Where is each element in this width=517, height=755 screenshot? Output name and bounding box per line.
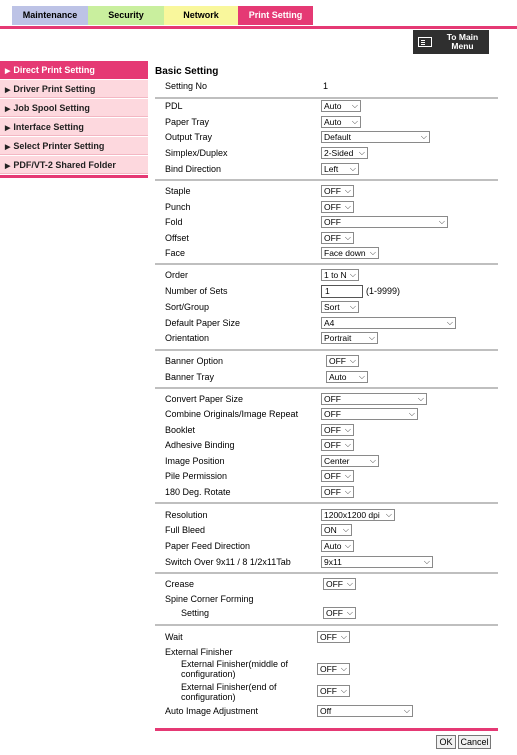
convert-paper-size-select[interactable] (321, 393, 427, 405)
chevron-down-icon: ⌵ (420, 132, 427, 141)
paper-feed-direction-value: Auto (324, 541, 342, 551)
chevron-down-icon: ⌵ (340, 686, 347, 695)
divider (155, 572, 498, 574)
banner-tray-value: Auto (329, 372, 347, 382)
setting-no-value: 1 (323, 81, 329, 91)
chevron-down-icon: ⌵ (349, 356, 356, 365)
auto-image-adjustment-select[interactable] (317, 705, 413, 717)
fold-select[interactable] (321, 216, 448, 228)
chevron-down-icon: ⌵ (423, 557, 430, 566)
sort-group-label: Sort/Group (165, 302, 210, 312)
chevron-down-icon: ⌵ (344, 471, 351, 480)
chevron-down-icon: ⌵ (351, 117, 358, 126)
pile-permission-label: Pile Permission (165, 471, 228, 481)
chevron-down-icon: ⌵ (403, 706, 410, 715)
pdl-select[interactable] (321, 100, 361, 112)
ext-end-label-line1: External Finisher(end of (181, 682, 277, 692)
triangle-right-icon: ▶ (5, 87, 11, 94)
ext-end-select[interactable] (317, 685, 350, 697)
divider (155, 263, 498, 265)
default-paper-size-select[interactable] (321, 317, 456, 329)
ok-button[interactable]: OK (436, 735, 456, 749)
ext-middle-value: OFF (320, 664, 337, 674)
default-paper-size-value: A4 (324, 318, 335, 328)
chevron-down-icon: ⌵ (369, 248, 376, 257)
punch-value: OFF (324, 202, 341, 212)
paper-tray-select[interactable] (321, 116, 361, 128)
offset-value: OFF (324, 233, 341, 243)
booklet-select[interactable] (321, 424, 354, 436)
chevron-down-icon: ⌵ (417, 394, 424, 403)
adhesive-binding-value: OFF (324, 440, 341, 450)
section-title: Basic Setting (155, 66, 219, 77)
pile-permission-value: OFF (324, 471, 341, 481)
switch-over-label: Switch Over 9x11 / 8 1/2x11Tab (165, 557, 291, 567)
tab-print-setting[interactable]: Print Setting (238, 6, 313, 25)
booklet-label: Booklet (165, 425, 196, 435)
paper-feed-direction-label: Paper Feed Direction (165, 541, 251, 551)
triangle-right-icon: ▶ (5, 144, 11, 151)
pdl-value: Auto (324, 101, 342, 111)
combine-originals-value: OFF (324, 409, 341, 419)
rotate-180-label: 180 Deg. Rotate (165, 487, 231, 497)
resolution-value: 1200x1200 dpi (324, 510, 380, 520)
full-bleed-label: Full Bleed (165, 525, 206, 535)
bind-direction-select[interactable] (321, 163, 359, 175)
chevron-down-icon: ⌵ (344, 541, 351, 550)
spine-corner-forming-label: Spine Corner Forming (165, 594, 254, 604)
full-bleed-value: ON (324, 525, 337, 535)
chevron-down-icon: ⌵ (344, 487, 351, 496)
chevron-down-icon: ⌵ (346, 608, 353, 617)
sort-group-select[interactable] (321, 301, 359, 313)
divider (155, 97, 498, 99)
divider (155, 624, 498, 626)
chevron-down-icon: ⌵ (369, 456, 376, 465)
triangle-right-icon: ▶ (5, 125, 11, 132)
tab-network[interactable]: Network (164, 6, 238, 25)
top-accent-line (0, 26, 517, 29)
sidebar-item-direct-print-setting[interactable] (0, 61, 148, 79)
chevron-down-icon: ⌵ (344, 425, 351, 434)
chevron-down-icon: ⌵ (344, 440, 351, 449)
chevron-down-icon: ⌵ (408, 409, 415, 418)
sidebar (0, 61, 148, 178)
adhesive-binding-select[interactable] (321, 439, 354, 451)
switch-over-select[interactable] (321, 556, 433, 568)
cancel-button[interactable]: Cancel (458, 735, 491, 749)
to-main-menu-button[interactable] (413, 30, 489, 54)
order-select[interactable] (321, 269, 359, 281)
chevron-down-icon: ⌵ (344, 233, 351, 242)
full-bleed-select[interactable] (321, 524, 352, 536)
staple-label: Staple (165, 186, 191, 196)
sidebar-item-select-printer-setting[interactable] (0, 137, 148, 155)
banner-option-label: Banner Option (165, 356, 224, 366)
adhesive-binding-label: Adhesive Binding (165, 440, 235, 450)
chevron-down-icon: ⌵ (351, 101, 358, 110)
triangle-right-icon: ▶ (5, 106, 11, 113)
orientation-label: Orientation (165, 333, 210, 343)
triangle-right-icon: ▶ (5, 68, 11, 75)
ext-middle-select[interactable] (317, 663, 350, 675)
divider (155, 502, 498, 504)
sidebar-item-pdf-vt2-shared-folder[interactable] (0, 156, 148, 174)
sidebar-item-interface-setting[interactable] (0, 118, 148, 136)
combine-originals-label: Combine Originals/Image Repeat (165, 409, 299, 419)
chevron-down-icon: ⌵ (349, 164, 356, 173)
tab-security[interactable]: Security (88, 6, 164, 25)
simplex-duplex-value: 2-Sided (324, 148, 354, 158)
offset-select[interactable] (321, 232, 354, 244)
sidebar-item-label: Interface Setting (13, 122, 84, 132)
number-of-sets-label: Number of Sets (165, 286, 228, 296)
tab-maintenance[interactable]: Maintenance (12, 6, 88, 25)
fold-value: OFF (324, 217, 341, 227)
banner-tray-label: Banner Tray (165, 372, 215, 382)
pile-permission-select[interactable] (321, 470, 354, 482)
ext-middle-label-line2: configuration) (181, 669, 236, 679)
spine-setting-select[interactable] (323, 607, 356, 619)
sidebar-item-label: Select Printer Setting (13, 141, 105, 151)
banner-option-select[interactable] (326, 355, 359, 367)
banner-tray-select[interactable] (326, 371, 368, 383)
divider (155, 387, 498, 389)
convert-paper-size-value: OFF (324, 394, 341, 404)
wait-value: OFF (320, 632, 337, 642)
rotate-180-select[interactable] (321, 486, 354, 498)
bind-direction-value: Left (324, 164, 339, 174)
offset-label: Offset (165, 233, 189, 243)
paper-tray-label: Paper Tray (165, 117, 210, 127)
chevron-down-icon: ⌵ (368, 333, 375, 342)
chevron-down-icon: ⌵ (349, 270, 356, 279)
chevron-down-icon: ⌵ (340, 632, 347, 641)
default-paper-size-label: Default Paper Size (165, 318, 241, 328)
sidebar-item-job-spool-setting[interactable] (0, 99, 148, 117)
wait-select[interactable] (317, 631, 350, 643)
punch-label: Punch (165, 202, 191, 212)
crease-select[interactable] (323, 578, 356, 590)
chevron-down-icon: ⌵ (342, 525, 349, 534)
sidebar-item-label: Direct Print Setting (13, 65, 95, 75)
divider (155, 349, 498, 351)
resolution-select[interactable] (321, 509, 395, 521)
bind-direction-label: Bind Direction (165, 164, 222, 174)
switch-over-value: 9x11 (324, 557, 342, 567)
chevron-down-icon: ⌵ (385, 510, 392, 519)
output-tray-select[interactable] (321, 131, 430, 143)
bottom-accent-line (155, 728, 498, 731)
to-main-menu-label: To Main Menu (446, 32, 479, 51)
sidebar-item-label: Job Spool Setting (13, 103, 90, 113)
order-label: Order (165, 270, 189, 280)
chevron-down-icon: ⌵ (349, 302, 356, 311)
number-of-sets-input[interactable]: 1 (321, 285, 363, 298)
sidebar-bottom-line (0, 175, 148, 178)
sidebar-item-label: PDF/VT-2 Shared Folder (13, 160, 116, 170)
orientation-value: Portrait (324, 333, 352, 343)
resolution-label: Resolution (165, 510, 208, 520)
crease-value: OFF (326, 579, 343, 589)
sidebar-item-label: Driver Print Setting (13, 84, 96, 94)
divider (155, 179, 498, 181)
fold-label: Fold (165, 217, 183, 227)
image-position-label: Image Position (165, 456, 225, 466)
chevron-down-icon: ⌵ (446, 318, 453, 327)
top-tabs (12, 6, 313, 25)
order-value: 1 to N (324, 270, 347, 280)
sort-group-value: Sort (324, 302, 340, 312)
orientation-select[interactable] (321, 332, 378, 344)
face-select[interactable] (321, 247, 379, 259)
image-position-value: Center (324, 456, 350, 466)
chevron-down-icon: ⌵ (438, 217, 445, 226)
chevron-down-icon: ⌵ (340, 664, 347, 673)
auto-image-adjustment-label: Auto Image Adjustment (165, 706, 259, 716)
staple-select[interactable] (321, 185, 354, 197)
wait-label: Wait (165, 632, 183, 642)
convert-paper-size-label: Convert Paper Size (165, 394, 244, 404)
banner-option-value: OFF (329, 356, 346, 366)
auto-image-adjustment-value: Off (320, 706, 332, 716)
external-finisher-label: External Finisher (165, 647, 233, 657)
punch-select[interactable] (321, 201, 354, 213)
paper-feed-direction-select[interactable] (321, 540, 354, 552)
face-value: Face down (324, 248, 366, 258)
pdl-label: PDL (165, 101, 183, 111)
chevron-down-icon: ⌵ (344, 186, 351, 195)
triangle-right-icon: ▶ (5, 163, 11, 170)
setting-no-label: Setting No (165, 81, 208, 91)
spine-setting-value: OFF (326, 608, 343, 618)
staple-value: OFF (324, 186, 341, 196)
ext-middle-label-line1: External Finisher(middle of (181, 659, 289, 669)
rotate-180-value: OFF (324, 487, 341, 497)
menu-list-icon (418, 37, 432, 47)
paper-tray-value: Auto (324, 117, 342, 127)
simplex-duplex-label: Simplex/Duplex (165, 148, 228, 158)
simplex-duplex-select[interactable] (321, 147, 368, 159)
combine-originals-select[interactable] (321, 408, 418, 420)
crease-label: Crease (165, 579, 195, 589)
spine-setting-label: Setting (181, 608, 210, 618)
ext-end-value: OFF (320, 686, 337, 696)
sidebar-item-driver-print-setting[interactable] (0, 80, 148, 98)
output-tray-label: Output Tray (165, 132, 213, 142)
face-label: Face (165, 248, 186, 258)
chevron-down-icon: ⌵ (344, 202, 351, 211)
booklet-value: OFF (324, 425, 341, 435)
output-tray-value: Default (324, 132, 351, 142)
chevron-down-icon: ⌵ (346, 579, 353, 588)
image-position-select[interactable] (321, 455, 379, 467)
ext-end-label-line2: configuration) (181, 692, 236, 702)
number-of-sets-range: (1-9999) (366, 286, 401, 296)
chevron-down-icon: ⌵ (358, 372, 365, 381)
chevron-down-icon: ⌵ (358, 148, 365, 157)
